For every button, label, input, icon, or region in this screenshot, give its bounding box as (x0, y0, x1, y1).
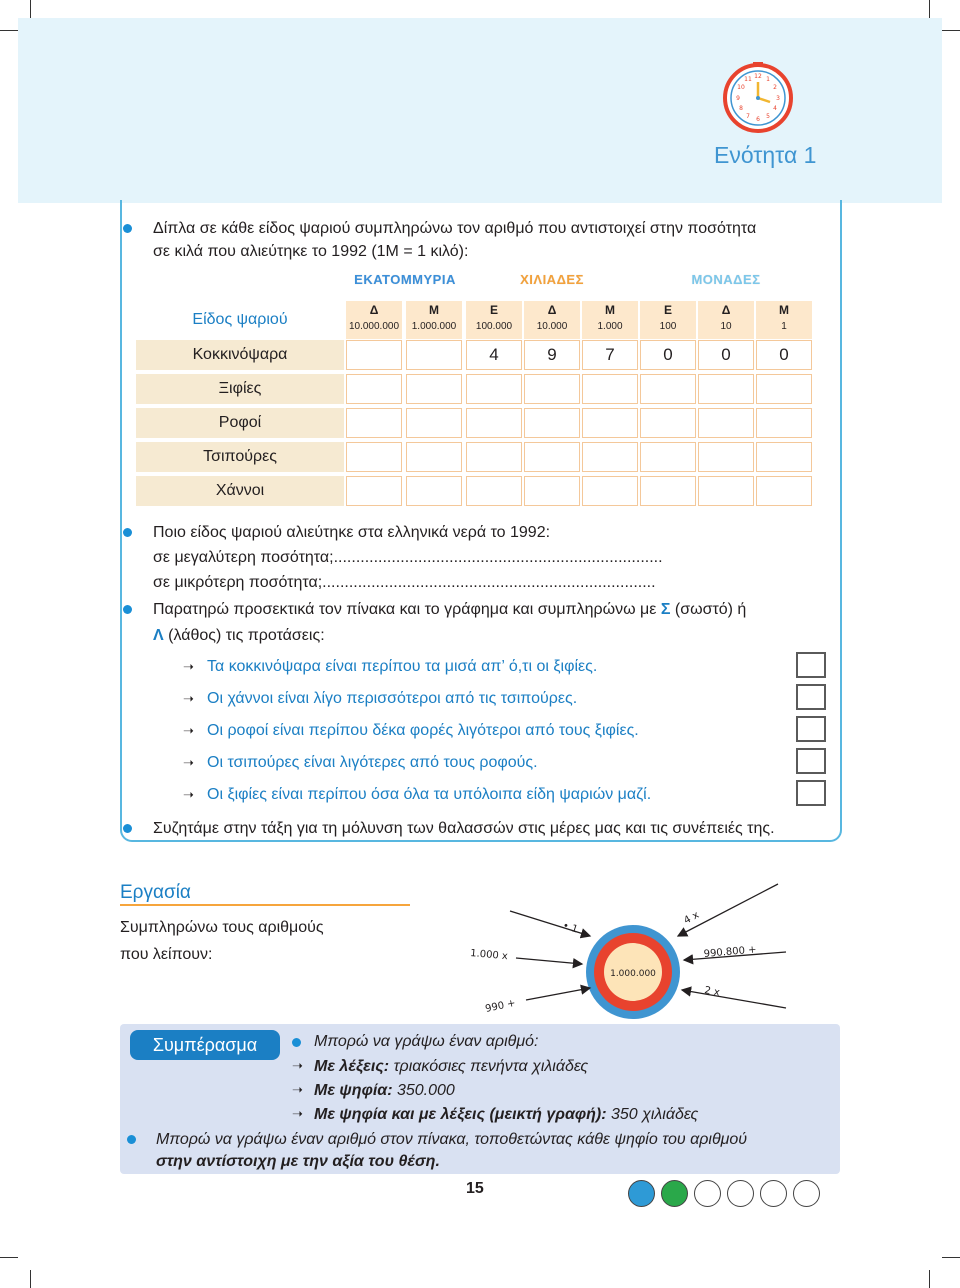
table-cell[interactable] (524, 476, 580, 506)
table-cell[interactable] (756, 476, 812, 506)
table-cell[interactable] (698, 374, 754, 404)
table-cell[interactable]: 4 (466, 340, 522, 370)
clock-number: 8 (739, 105, 743, 112)
group-units: ΜΟΝΑΔΕΣ (691, 272, 761, 287)
conclusion-words (314, 1057, 588, 1077)
arrow-icon: ➝ (183, 723, 194, 738)
exercise-frame (120, 200, 842, 842)
clock-number: 2 (773, 84, 777, 91)
table-cell[interactable] (524, 408, 580, 438)
table-cell[interactable]: 7 (582, 340, 638, 370)
bullet-icon (123, 824, 132, 833)
bullet-icon (127, 1135, 136, 1144)
place-value-number: 10 (720, 321, 732, 332)
truefalse-intro-2 (153, 626, 325, 646)
table-cell[interactable] (406, 408, 462, 438)
footer-dot (727, 1180, 754, 1207)
table-cell[interactable] (582, 442, 638, 472)
table-cell[interactable]: 0 (756, 340, 812, 370)
clock-number: 6 (756, 116, 760, 123)
table-cell[interactable] (346, 408, 402, 438)
group-millions: ΕΚΑΤΟΜΜΥΡΙΑ (354, 272, 456, 287)
digits-value: 350.000 (392, 1082, 455, 1099)
fish-type-label: Χάννοι (136, 476, 344, 506)
answer-checkbox[interactable] (796, 748, 826, 774)
table-cell[interactable] (756, 374, 812, 404)
diagram-label: 1.000 x (469, 948, 509, 963)
place-value-letter: Δ (547, 303, 557, 317)
table-cell[interactable] (698, 476, 754, 506)
table-cell[interactable] (346, 374, 402, 404)
conclusion-line-5: Μπορώ να γράψω έναν αριθμό στον πίνακα, τοποθετώντας κάθε ψηφίο του αριθμού (156, 1131, 748, 1148)
section-title: Ενότητα 1 (714, 142, 817, 168)
table-cell[interactable] (582, 374, 638, 404)
table-cell[interactable] (466, 442, 522, 472)
statement-text: Οι τσιπούρες είναι λιγότερες από τους ροφούς. (207, 754, 538, 771)
bullet-icon (123, 224, 132, 233)
diagram-label: 4 x (682, 909, 702, 927)
fish-type-label: Κοκκινόψαρα (136, 340, 344, 370)
table-cell[interactable] (640, 476, 696, 506)
place-value-letter: Ε (663, 303, 672, 317)
bullet-icon (123, 528, 132, 537)
conclusion-tag: Συμπέρασμα (130, 1030, 280, 1060)
table-cell[interactable] (640, 374, 696, 404)
answer-checkbox[interactable] (796, 684, 826, 710)
statement-text: Οι χάννοι είναι λίγο περισσότεροι από τις τσιπούρες. (207, 690, 578, 707)
question-smallest: σε μικρότερη ποσότητα;........................................................................... (153, 574, 656, 591)
answer-checkbox[interactable] (796, 780, 826, 806)
table-cell[interactable] (640, 408, 696, 438)
place-value-letter: Μ (779, 303, 789, 317)
place-value-letter: Μ (605, 303, 615, 317)
table-cell[interactable]: 9 (524, 340, 580, 370)
footer-dot (661, 1180, 688, 1207)
task-line-2: που λείπουν: (120, 946, 213, 963)
table-header-fish-type: Είδος ψαριού (192, 311, 288, 328)
number-diagram (450, 876, 790, 1024)
table-cell[interactable] (640, 442, 696, 472)
footer-dot (793, 1180, 820, 1207)
clock-number: 9 (736, 95, 740, 102)
conclusion-line-6: στην αντίστοιχη με την αξία του θέση. (156, 1153, 440, 1170)
table-cell[interactable] (466, 408, 522, 438)
bullet-icon (292, 1038, 301, 1047)
place-value-number: 1.000 (597, 321, 623, 332)
arrow-left (516, 958, 582, 964)
place-value-number: 10.000.000 (348, 321, 400, 332)
footer-dot (694, 1180, 721, 1207)
intro-line-1: Δίπλα σε κάθε είδος ψαριού συμπληρώνω τον αριθμό που αντιστοιχεί στην ποσότητα (153, 220, 757, 237)
clock-number: 5 (766, 113, 770, 120)
fish-type-label: Τσιπούρες (136, 442, 344, 472)
false-letter: Λ (153, 627, 164, 644)
table-cell[interactable] (406, 442, 462, 472)
table-cell[interactable] (582, 476, 638, 506)
table-cell[interactable]: 0 (698, 340, 754, 370)
arrow-icon: ➝ (292, 1106, 303, 1121)
arrow-icon: ➝ (183, 787, 194, 802)
answer-checkbox[interactable] (796, 652, 826, 678)
clock-number: 3 (776, 95, 780, 102)
table-cell[interactable] (698, 442, 754, 472)
clock-number: 7 (746, 113, 750, 120)
question-line-1: Ποιο είδος ψαριού αλιεύτηκε στα ελληνικά νερά το 1992: (153, 524, 551, 541)
arrow-icon: ➝ (292, 1058, 303, 1073)
place-value-letter: Δ (369, 303, 379, 317)
statement-text: Οι ροφοί είναι περίπου δέκα φορές λιγότεροι από τους ξιφίες. (207, 722, 639, 739)
table-cell[interactable] (524, 374, 580, 404)
table-cell[interactable] (466, 476, 522, 506)
footer-dot (760, 1180, 787, 1207)
fish-type-label: Ροφοί (136, 408, 344, 438)
table-cell[interactable] (406, 476, 462, 506)
statement-text: Τα κοκκινόψαρα είναι περίπου τα μισά απ’ ό,τι οι ξιφίες. (207, 658, 598, 675)
header-band (18, 18, 942, 203)
clock-number: 11 (744, 76, 752, 83)
mixed-value: 350 χιλιάδες (606, 1106, 699, 1123)
statement-text: Οι ξιφίες είναι περίπου όσα όλα τα υπόλοιπα είδη ψαριών μαζί. (207, 786, 652, 803)
table-cell[interactable] (346, 340, 402, 370)
diagram-label: 2 x (703, 985, 721, 999)
question-largest: σε μεγαλύτερη ποσότητα;.......................................................................... (153, 549, 663, 566)
footer-dot (628, 1180, 655, 1207)
clock-icon (722, 62, 794, 134)
bullet-icon (123, 605, 132, 614)
table-cell[interactable] (756, 442, 812, 472)
place-value-number: 100.000 (475, 321, 513, 332)
conclusion-mixed (314, 1105, 698, 1125)
table-cell[interactable] (698, 408, 754, 438)
digits-label: Με ψηφία: (314, 1082, 393, 1099)
diagram-center-value: 1.000.000 (610, 969, 656, 979)
mixed-label: Με ψηφία και με λέξεις (μεικτή γραφή): (314, 1106, 607, 1123)
fish-type-label: Ξιφίες (136, 374, 344, 404)
conclusion-digits (314, 1081, 455, 1101)
place-value-number: 1.000.000 (411, 321, 457, 332)
arrow-bottom-left (526, 988, 590, 1000)
truefalse-intro-a: Παρατηρώ προσεκτικά τον πίνακα και το γράφημα και συμπληρώνω με (153, 601, 661, 618)
words-label: Με λέξεις: (314, 1058, 390, 1075)
group-thousands: ΧΙΛΙΑΔΕΣ (520, 272, 584, 287)
diagram-label: 990.800 + (703, 944, 757, 960)
task-line-1: Συμπληρώνω τους αριθμούς (120, 919, 324, 936)
intro-line-2: σε κιλά που αλιεύτηκε το 1992 (1Μ = 1 κιλό): (153, 243, 469, 260)
arrow-icon: ➝ (183, 659, 194, 674)
place-value-number: 10.000 (536, 321, 568, 332)
conclusion-line-1: Μπορώ να γράψω έναν αριθμό: (314, 1033, 539, 1050)
discussion-text: Συζητάμε στην τάξη για τη μόλυνση των θαλασσών στις μέρες μας και τις συνέπειές της. (153, 820, 775, 837)
table-cell[interactable] (524, 442, 580, 472)
diagram-label: 990 + (484, 997, 517, 1015)
arrow-top-left (510, 911, 590, 936)
arrow-icon: ➝ (292, 1082, 303, 1097)
truefalse-intro-b: (σωστό) ή (670, 601, 747, 618)
clock-number: 4 (773, 105, 777, 112)
place-value-letter: Ε (489, 303, 498, 317)
truefalse-intro (153, 600, 746, 620)
arrow-top-right (678, 884, 778, 936)
truefalse-intro-c: (λάθος) τις προτάσεις: (163, 627, 325, 644)
place-value-letter: Δ (721, 303, 731, 317)
table-cell[interactable] (582, 408, 638, 438)
clock-number: 10 (737, 84, 745, 91)
arrow-icon: ➝ (183, 755, 194, 770)
table-cell[interactable] (406, 374, 462, 404)
clock-number: 1 (766, 76, 770, 83)
arrow-bottom-right (682, 990, 786, 1008)
place-value-letter: Μ (429, 303, 439, 317)
table-cell[interactable] (756, 408, 812, 438)
table-cell[interactable]: 0 (640, 340, 696, 370)
arrow-icon: ➝ (183, 691, 194, 706)
true-letter: Σ (660, 601, 671, 618)
table-cell[interactable] (346, 442, 402, 472)
task-underline (120, 904, 410, 906)
table-cell[interactable] (406, 340, 462, 370)
words-value: τριακόσιες πενήντα χιλιάδες (389, 1058, 589, 1075)
clock-number: 12 (754, 73, 762, 80)
diagram-label: • 1 (561, 920, 580, 936)
task-title: Εργασία (120, 882, 191, 903)
table-cell[interactable] (346, 476, 402, 506)
place-value-number: 1 (781, 321, 787, 332)
answer-checkbox[interactable] (796, 716, 826, 742)
table-cell[interactable] (466, 374, 522, 404)
place-value-number: 100 (659, 321, 677, 332)
page-number: 15 (466, 1180, 484, 1197)
